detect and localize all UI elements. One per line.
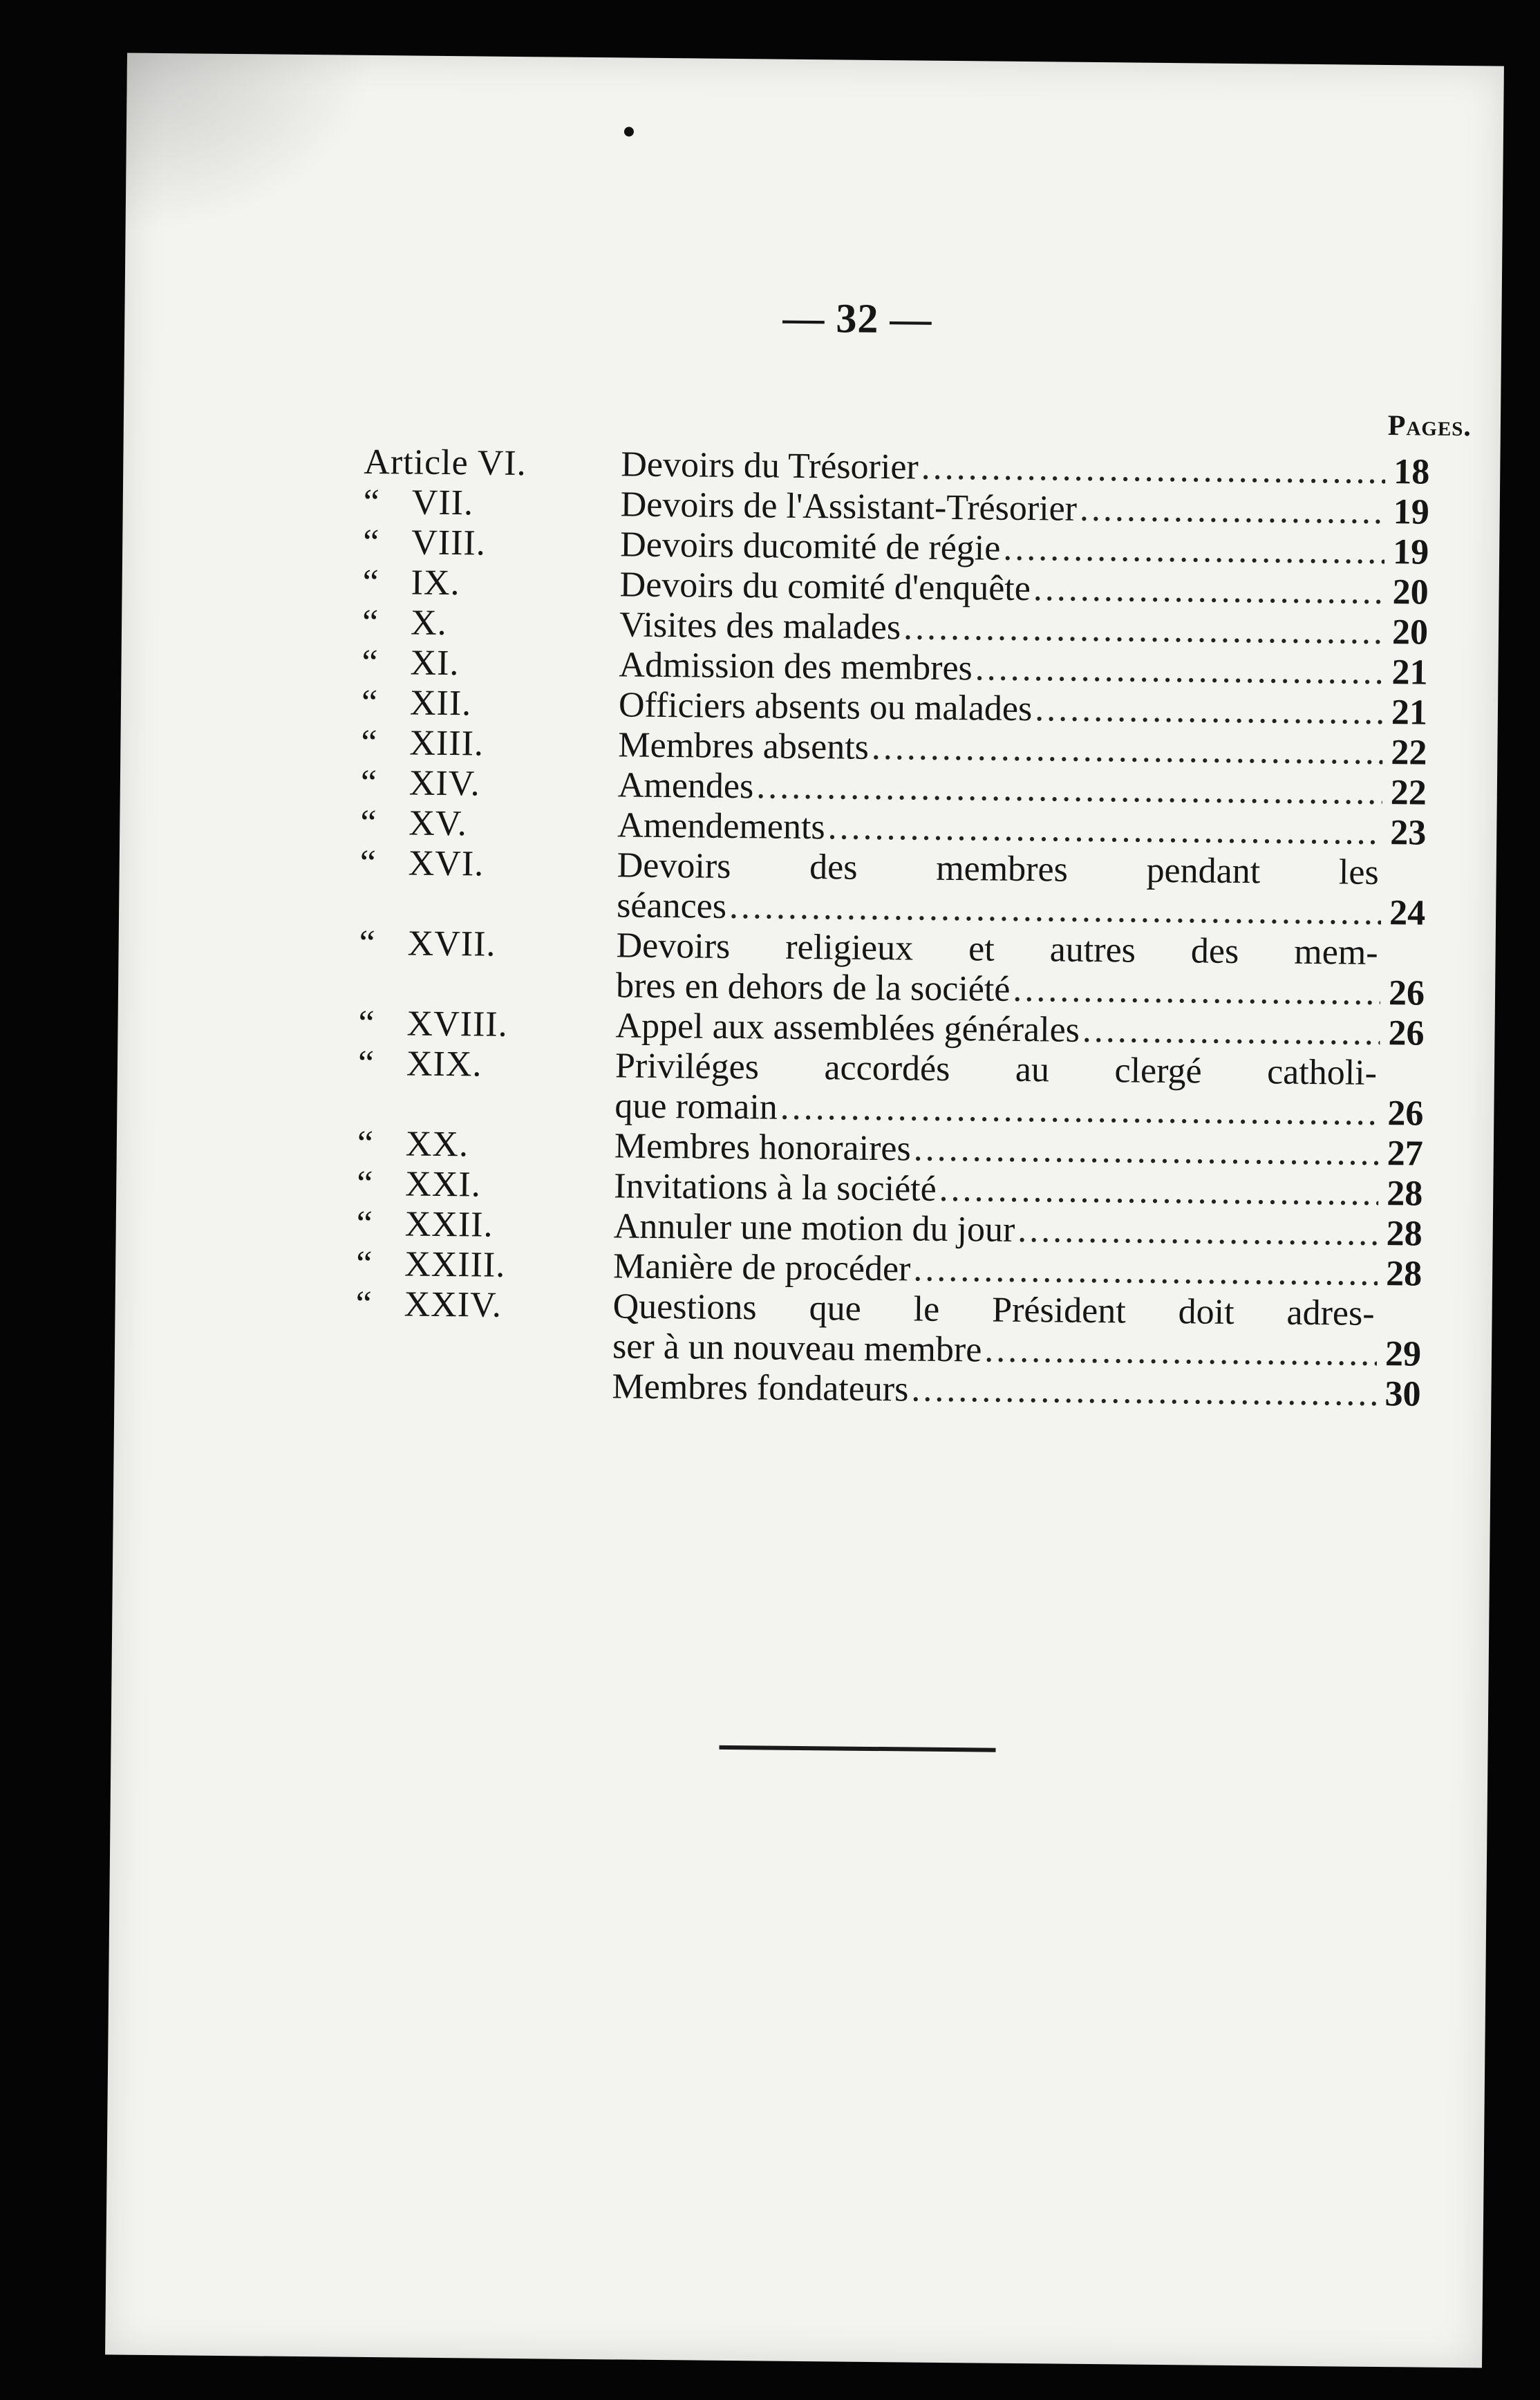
- article-label: XII.: [409, 683, 472, 724]
- ditto-mark: “: [361, 642, 379, 683]
- dot-leader: [921, 448, 1385, 492]
- dot-leader: [756, 767, 1382, 813]
- article-number: [357, 1124, 593, 1166]
- dot-leader: [911, 1369, 1377, 1414]
- ditto-mark: “: [361, 682, 379, 723]
- dot-leader: [1013, 970, 1380, 1013]
- article-label: IX.: [411, 563, 460, 603]
- entry-title: Appel aux assemblées générales: [615, 1006, 1080, 1050]
- article-number: [362, 563, 598, 605]
- page-number: — 32 —: [782, 294, 932, 342]
- dot-leader: [827, 807, 1382, 853]
- article-label: XIV.: [409, 763, 480, 804]
- article-label: Article VI.: [364, 442, 527, 484]
- ditto-mark: “: [362, 522, 380, 563]
- article-label: XXIII.: [404, 1244, 506, 1285]
- article-number: [360, 843, 596, 885]
- ditto-mark: “: [362, 562, 380, 603]
- entry-title: Annuler une motion du jour: [613, 1206, 1015, 1250]
- page-ref: 22: [1390, 773, 1427, 813]
- ink-dot: [624, 126, 634, 136]
- page-ref: 28: [1386, 1174, 1423, 1214]
- ditto-mark: “: [361, 722, 378, 763]
- entry-title: Amendes: [617, 765, 754, 807]
- entry-title: Membres absents: [618, 725, 870, 767]
- dot-leader: [1033, 569, 1384, 612]
- page-ref: 26: [1388, 1013, 1425, 1053]
- page-ref: 22: [1391, 733, 1427, 773]
- page-ref: 21: [1391, 693, 1428, 733]
- dot-leader: [1082, 1011, 1380, 1053]
- ditto-mark: “: [357, 1163, 374, 1204]
- article-number: [355, 1284, 591, 1326]
- article-number: [357, 1204, 592, 1246]
- page-ref: 20: [1391, 612, 1429, 653]
- article-label: XIX.: [406, 1044, 482, 1085]
- article-number: [362, 603, 598, 645]
- page-ref: 23: [1390, 813, 1427, 853]
- entry-title: Officiers absents ou malades: [618, 685, 1033, 729]
- article-label: XV.: [409, 803, 468, 844]
- article-label: XVII.: [407, 924, 496, 964]
- ditto-mark: “: [357, 1043, 375, 1084]
- dot-leader: [939, 1170, 1378, 1214]
- article-number: [363, 523, 599, 565]
- article-number: [357, 1164, 592, 1206]
- ditto-mark: “: [356, 1203, 374, 1244]
- page-ref: 24: [1389, 893, 1426, 933]
- page-ref: 26: [1387, 1094, 1424, 1134]
- ditto-mark: “: [360, 762, 378, 803]
- entry-title-continuation: que romain: [614, 1086, 778, 1127]
- page-ref: 21: [1391, 653, 1428, 693]
- dot-leader: [729, 887, 1382, 933]
- ditto-mark: “: [359, 843, 377, 883]
- page-ref: 27: [1387, 1134, 1424, 1174]
- entry-title-continuation: bres en dehors de la société: [615, 966, 1011, 1009]
- dot-leader: [1003, 529, 1384, 572]
- article-label: XXII.: [404, 1204, 494, 1245]
- entry-title: Devoirs de l'Assistant-Trésorier: [620, 485, 1078, 529]
- entry-title: Devoirs ducomité de régie: [619, 525, 1001, 568]
- ditto-mark: “: [359, 923, 377, 964]
- ditto-mark: “: [355, 1244, 373, 1284]
- entry-title: Admission des membres: [619, 645, 973, 688]
- article-number: [361, 683, 597, 725]
- article-label: X.: [410, 603, 447, 643]
- page-ref: 19: [1393, 492, 1430, 532]
- dot-leader: [872, 728, 1383, 773]
- article-label: XVI.: [408, 843, 485, 884]
- page-ref: 19: [1392, 532, 1429, 572]
- book-page: [105, 53, 1504, 2368]
- entry-title: Devoirs du comité d'enquête: [619, 565, 1031, 609]
- article-number: [361, 643, 597, 685]
- article-number: [360, 803, 596, 845]
- page-ref: 28: [1385, 1254, 1422, 1294]
- entry-title: Amendements: [617, 805, 825, 847]
- ditto-mark: “: [360, 803, 377, 843]
- entry-title: Priviléges accordés au clergé catholi-: [614, 1046, 1378, 1093]
- table-of-contents: [124, 440, 1501, 1414]
- article-label: XXI.: [405, 1164, 482, 1205]
- entry-title-continuation: ser à un nouveau membre: [612, 1326, 982, 1370]
- article-number: [364, 482, 599, 525]
- dot-leader: [903, 608, 1384, 653]
- page-ref: 30: [1384, 1374, 1421, 1414]
- article-label: XVIII.: [406, 1004, 508, 1044]
- dot-leader: [780, 1088, 1380, 1134]
- article-number: [364, 442, 599, 485]
- page-ref: 18: [1393, 452, 1430, 492]
- dot-leader: [913, 1129, 1379, 1174]
- article-label: XX.: [405, 1124, 469, 1165]
- dot-leader: [1017, 1210, 1378, 1254]
- entry-title: Membres honoraires: [614, 1126, 912, 1169]
- article-number: [361, 763, 597, 805]
- article-number: [361, 723, 597, 765]
- article-label: XI.: [410, 643, 460, 684]
- entry-title: Questions que le Président doit adres-: [612, 1286, 1375, 1333]
- entry-title: Visites des malades: [619, 605, 901, 648]
- entry-title-continuation: séances: [616, 885, 727, 926]
- entry-title: Devoirs du Trésorier: [621, 444, 919, 487]
- entry-title: Devoirs des membres pendant les: [617, 845, 1380, 892]
- dot-leader: [1035, 689, 1383, 733]
- article-number: [356, 1244, 592, 1286]
- pages-column-label: Pages.: [1387, 410, 1472, 443]
- article-label: XIII.: [409, 723, 485, 764]
- ditto-mark: “: [355, 1284, 373, 1324]
- dot-leader: [913, 1250, 1378, 1294]
- article-number: [359, 924, 594, 966]
- page-ref: 20: [1392, 572, 1429, 612]
- entry-title: Manière de procéder: [612, 1246, 911, 1289]
- page-ref: 26: [1388, 973, 1425, 1013]
- ditto-mark: “: [361, 602, 379, 643]
- entry-title: Membres fondateurs: [612, 1367, 909, 1409]
- dot-leader: [975, 648, 1384, 693]
- dot-leader: [1080, 489, 1385, 532]
- entry-title-line: [612, 1367, 1421, 1414]
- page-ref: 29: [1384, 1334, 1422, 1374]
- article-label: VIII.: [411, 523, 487, 563]
- ditto-mark: “: [358, 1003, 375, 1044]
- article-number: [358, 1004, 594, 1046]
- article-label: XXIV.: [404, 1284, 503, 1325]
- page-ref: 28: [1386, 1214, 1422, 1254]
- article-label: VII.: [411, 482, 474, 523]
- ditto-mark: “: [357, 1123, 375, 1164]
- entry-title: Invitations à la société: [614, 1166, 937, 1209]
- section-divider-rule: [720, 1745, 996, 1752]
- entry-title: Devoirs religieux et autres des mem-: [616, 926, 1378, 973]
- dot-leader: [984, 1331, 1377, 1374]
- ditto-mark: “: [363, 482, 381, 523]
- article-number: [358, 1044, 594, 1086]
